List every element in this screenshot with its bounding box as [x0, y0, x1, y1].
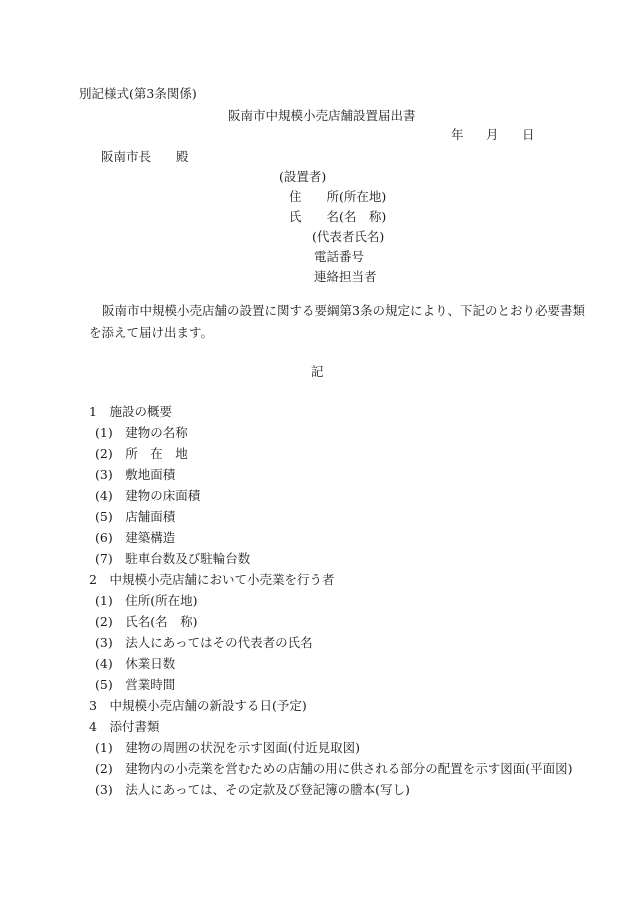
addressee: 阪南市長 殿: [101, 149, 189, 164]
installer-address: 住 所(所在地): [289, 189, 387, 204]
installer-name: 氏 名(名 称): [289, 209, 387, 224]
section-2-heading: 2 中規模小売店舗において小売業を行う者: [89, 572, 335, 587]
section-2-item: (5) 営業時間: [95, 677, 176, 692]
section-1-item: (6) 建築構造: [95, 530, 176, 545]
section-1-item: (5) 店舗面積: [95, 509, 176, 524]
section-1-item: (7) 駐車台数及び駐輪台数: [95, 551, 251, 566]
section-4-item: (2) 建物内の小売業を営むための店舗の用に供される部分の配置を示す図面(平面図): [95, 761, 573, 776]
section-2-item: (4) 休業日数: [95, 656, 176, 671]
section-2-item: (1) 住所(所在地): [95, 593, 198, 608]
ki-heading: 記: [311, 364, 324, 379]
installer-phone: 電話番号: [314, 249, 365, 264]
section-1-item: (1) 建物の名称: [95, 425, 188, 440]
date-month: 月: [486, 127, 499, 142]
body-text-line-2: を添えて届け出ます。: [89, 325, 214, 340]
section-4-heading: 4 添付書類: [89, 719, 160, 734]
section-2-item: (2) 氏名(名 称): [95, 614, 198, 629]
date-year: 年: [451, 127, 464, 142]
installer-representative: (代表者氏名): [312, 229, 385, 244]
installer-heading: (設置者): [279, 169, 327, 184]
installer-contact: 連絡担当者: [314, 269, 377, 284]
body-text-line-1: 阪南市中規模小売店舗の設置に関する要綱第3条の規定により、下記のとおり必要書類: [102, 303, 585, 318]
section-1-item: (2) 所 在 地: [95, 446, 188, 461]
section-1-heading: 1 施設の概要: [89, 404, 172, 419]
section-3-heading: 3 中規模小売店舗の新設する日(予定): [89, 698, 307, 713]
section-4-item: (3) 法人にあっては、その定款及び登記簿の謄本(写し): [95, 782, 410, 797]
document-title: 阪南市中規模小売店舗設置届出書: [228, 108, 416, 123]
form-label: 別記様式(第3条関係): [79, 86, 197, 101]
date-day: 日: [522, 127, 535, 142]
section-4-item: (1) 建物の周囲の状況を示す図面(付近見取図): [95, 740, 360, 755]
section-2-item: (3) 法人にあってはその代表者の氏名: [95, 635, 313, 650]
section-1-item: (4) 建物の床面積: [95, 488, 201, 503]
section-1-item: (3) 敷地面積: [95, 467, 176, 482]
